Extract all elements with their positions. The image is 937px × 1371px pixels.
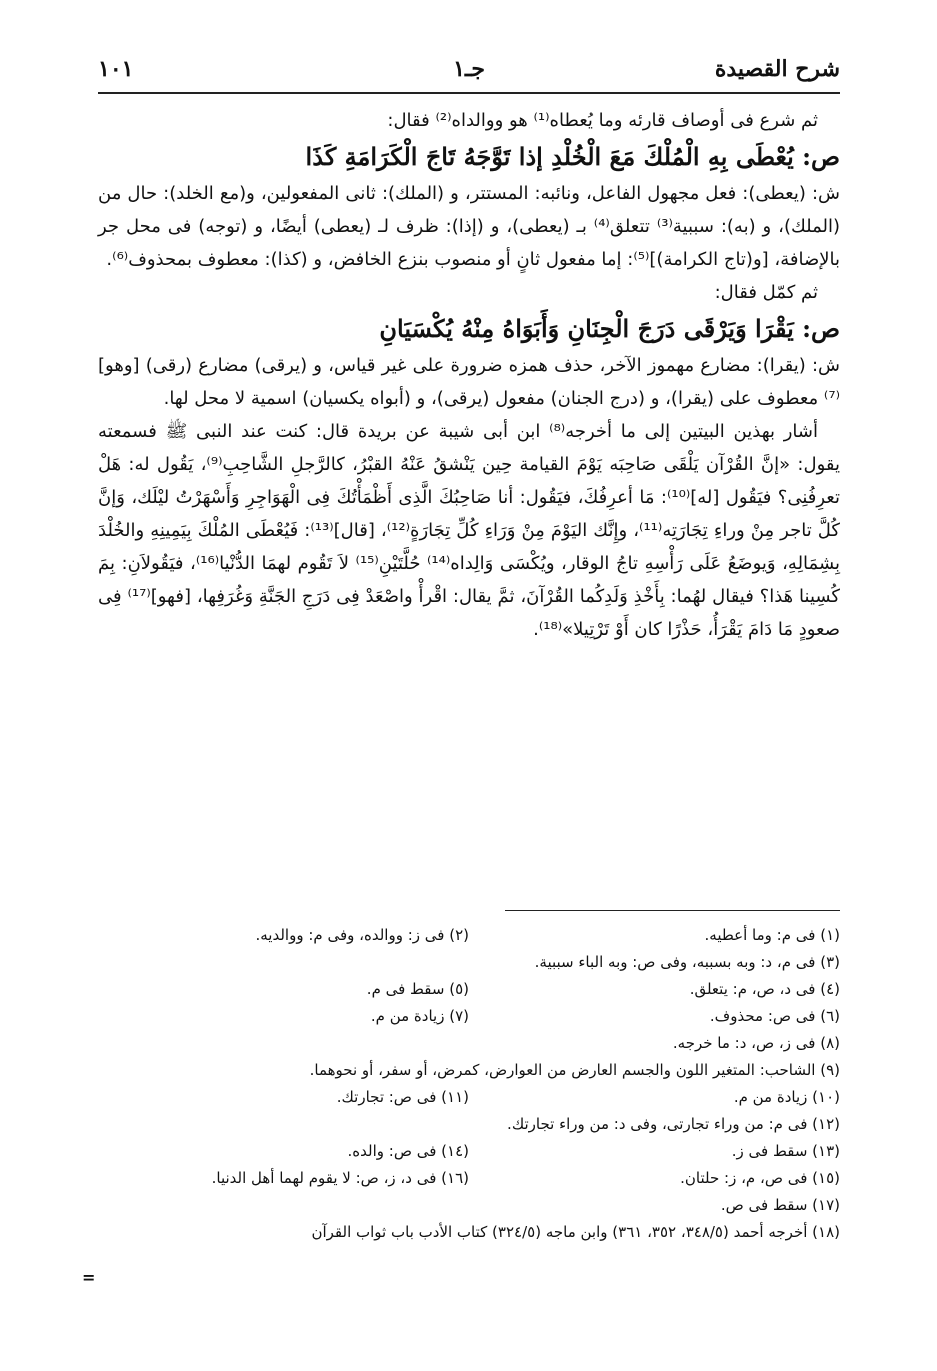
footnotes xyxy=(98,922,840,1246)
footnote-row xyxy=(98,1003,840,1030)
footnote-row xyxy=(98,1165,840,1192)
footnote-divider xyxy=(505,910,840,911)
intro-line-1: ثم شرع فى أوصاف قارئه وما يُعطاه⁽¹⁾ هو ووالداه⁽²⁾ فقال: xyxy=(387,110,818,131)
commentary-paragraph-2: ش: (يقرا): مضارع مهموز الآخر، حذف همزه ضرورة على غير قياس، و (يرقى) مضارع (رقى) [وهو]⁽⁷⁾ معطوف على (يقرا)، و (درج الجنان) مفعول (يرقى)، و (أبواه يكسيان) اسمية لا محل لها. xyxy=(98,355,840,409)
footnote-item: (٦) فى ص: محذوف. xyxy=(709,1007,840,1025)
footnote-item: (١١) فى ص: تجارتك. xyxy=(336,1088,469,1106)
verse-line-2: ص: يَقْرَا وَيَرْقَى دَرَجَ الْجِنَانِ وَأَبَوَاهُ مِنْهُ يُكْسَيَانِ xyxy=(379,314,840,343)
footnote-row xyxy=(98,1192,840,1219)
footnote-row xyxy=(98,1219,840,1246)
page-header xyxy=(98,46,840,92)
footnote-item: (٧) زيادة من م. xyxy=(370,1007,469,1025)
footnote-item: (٤) فى د، ص، م: يتعلق. xyxy=(689,980,840,998)
footnote-row xyxy=(98,949,840,976)
footnote-item: (١٦) فى د، ز، ص: لا يقوم لهما أهل الدنيا. xyxy=(211,1169,469,1187)
main-text xyxy=(98,104,840,646)
footnote-item: (١٥) فى ص، م، ز: حلتان. xyxy=(680,1169,840,1187)
footnote-row xyxy=(98,922,840,949)
book-title: شرح القصيدة xyxy=(714,56,840,82)
intro-line-2: ثم كمّل فقال: xyxy=(714,282,818,303)
footnote-item: (٣) فى م، د: وبه بسببه، وفى ص: وبه الباء سببية. xyxy=(534,953,840,971)
commentary-paragraph-1: ش: (يعطى): فعل مجهول الفاعل، ونائبه: المستتر، و (الملك): ثانى المفعولين، و(مع الخلد): حال من (الملك)، و (به): سببية⁽³⁾ تتعلق⁽⁴⁾ بـ (يعطى)، و (إذا): ظرف لـ (يعطى) أيضًا، و (توجه) فى محل جر بالإضافة، [و(تاج الكرامة)]⁽⁵⁾: إما مفعول ثانٍ أو منصوب بنزع الخافض، و (كذا): معطوف بمحذوف⁽⁶⁾. xyxy=(98,183,841,270)
footnote-item: (١٤) فى ص: والده. xyxy=(347,1142,469,1160)
footnote-row xyxy=(98,1138,840,1165)
footnote-row xyxy=(98,1084,840,1111)
footnote-row xyxy=(98,1057,840,1084)
footnote-row xyxy=(98,1111,840,1138)
footnote-item: (٢) فى ز: ووالده، وفى م: ووالديه. xyxy=(255,926,469,944)
page-number: ١٠١ xyxy=(98,56,134,82)
hadith-paragraph: أشار بهذين البيتين إلى ما أخرجه⁽⁸⁾ ابن أبى شيبة عن بريدة قال: كنت عند النبى ﷺ فسمعته يقول: «إنَّ القُرْآن يَلْقَى صَاحِبَه يَوْمَ القيامة حِين يَنْشقُ عَنْهُ القبْرُ، كالرَّجلِ الشَّاحِبِ⁽⁹⁾، يَقُول له: هَلْ تعرِفُنِى؟ فيَقُول [له]⁽¹⁰⁾: مَا أعرِفُكَ، فيَقُول: أنا صَاحِبُكَ الَّذِى أَظْمَأْتُكَ فِى الْهَوَاجِرِ وَأَسْهَرْتُ ليْلَك، وَإنَّ كُلَّ تاجر مِنْ وراءِ تِجَارَتِه⁽¹¹⁾، وإِنَّك اليَوْمَ مِنْ وَرَاءِ كُلِّ تِجَارَةٍ⁽¹²⁾، [قال]⁽¹³⁾: فَيُعْطَى المُلْكَ بِيَمِينِهِ والخُلْدَ بِشِمَالِهِ، وَيوضَعُ عَلَى رَأْسِهِ تاجُ الوقار، ويُكْسَى وَالِداه⁽¹⁴⁾ حُلَّتَيْنِ⁽¹⁵⁾ لاَ تَقُوم لهمَا الدُّنْيا⁽¹⁶⁾، فيَقُولاَنِ: بِمَ كُسِينا هَذا؟ فيقال لهُما: بِأَخْذِ وَلَدِكُما القُرْآنَ، ثمَّ يقال: اقْرأْ واصْعَدْ فِى دَرَجِ الجَنَّةِ وَغُرَفِها، [فهو]⁽¹⁷⁾ فِى صعودٍ مَا دَامَ يَقْرَأُ، حَذْرًا كان أَوْ تَرْتِيلا»⁽¹⁸⁾. xyxy=(98,421,841,640)
footnote-item: (١٠) زيادة من م. xyxy=(733,1088,840,1106)
footnote-item: (١٣) سقط فى ز. xyxy=(731,1142,840,1160)
footnote-row xyxy=(98,1030,840,1057)
footnote-item: (٨) فى ز، ص، د: ما خرجه. xyxy=(672,1034,840,1052)
footnote-item: (٥) سقط فى م. xyxy=(366,980,469,998)
footnote-item: (١) فى م: وما أعطيه. xyxy=(704,926,840,944)
footnote-item: (٩) الشاحب: المتغير اللون والجسم العارض من العوارض، كمرض، أو سفر، أو نحوهما. xyxy=(309,1061,840,1079)
continuation-mark: = xyxy=(82,1268,96,1287)
footnote-row xyxy=(98,976,840,1003)
footnote-item: (١٢) فى م: من وراء تجارتى، وفى د: من وراء تجارتك. xyxy=(507,1115,840,1133)
verse-line-1: ص: يُعْطَى بِهِ الْمُلْكَ مَعَ الْخُلْدِ إذا تَوَّجَهُ تَاجَ الْكَرَامَةِ كَذَا xyxy=(305,142,840,171)
header-divider xyxy=(98,92,840,94)
footnote-item: (١٨) أخرجه أحمد (٣٤٨/٥، ٣٥٢، ٣٦١) وابن ماجه (٣٢٤/٥) كتاب الأدب باب ثواب القرآن xyxy=(311,1223,840,1241)
volume-label: جـ١ xyxy=(453,56,485,82)
footnote-item: (١٧) سقط فى ص. xyxy=(720,1196,840,1214)
